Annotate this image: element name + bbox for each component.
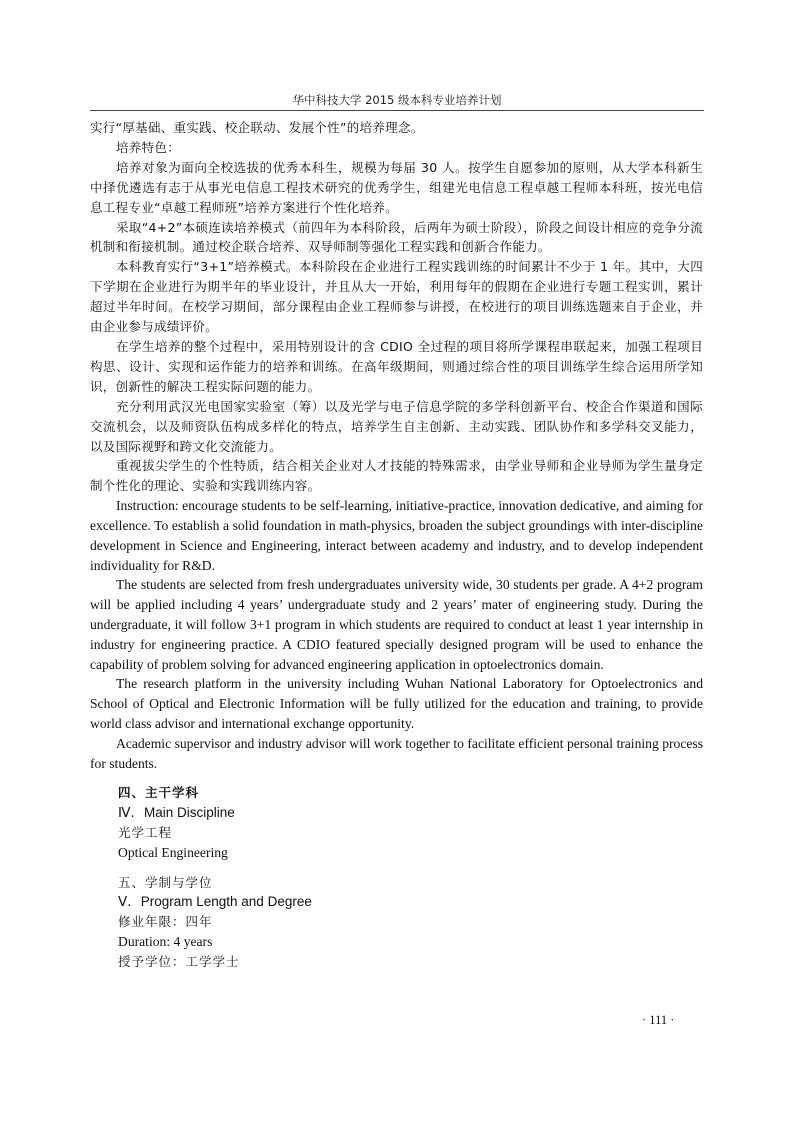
section-5-heading-en: Ⅴ．Program Length and Degree (118, 894, 312, 910)
paragraph-en-selection: The students are selected from fresh undergraduates university wide, 30 students per grade. A 4+2 program will be applied including 4 years’ undergraduate study and 2 years’ mater of engineering study. During the undergraduate, it will follow 3+1 program in which students are required to conduct at least 1 year internship in industry for engineering practice. A CDIO featured specially designed program will be used to enhance the capability of problem solving for advanced engineering application in optoelectronics domain. (90, 577, 703, 672)
paragraph-philosophy: 实行“厚基础、重实践、校企联动、发展个性”的培养理念。 (90, 120, 424, 135)
degree-cn: 授予学位：工学学士 (118, 953, 240, 969)
main-discipline-en: Optical Engineering (118, 844, 228, 860)
paragraph-target-students: 培养对象为面向全校选拔的优秀本科生，规模为每届 30 人。按学生自愿参加的原则，从大学本科新生中择优遴选有志于从事光电信息工程技术研究的优秀学生，组建光电信息工程卓越工程师本科班，按光电信息工程专业“卓越工程师班”培养方案进行个性化培养。 (90, 159, 703, 215)
program-sections (90, 783, 703, 971)
duration-en: Duration: 4 years (118, 933, 213, 949)
paragraph-en-research-platform: The research platform in the university including Wuhan National Laboratory for Optoelectronics and School of Optical and Electronic Information will be fully utilized for the education and training, to provide world class advisor and international exchange opportunity. (90, 676, 703, 731)
paragraph-cdio: 在学生培养的整个过程中，采用特别设计的含 CDIO 全过程的项目将所学课程串联起来，加强工程项目构思、设计、实现和运作能力的培养和训练。在高年级期间，则通过综合性的项目训练学生综合运用所学知识，创新性的解决工程实际问题的能力。 (90, 338, 703, 394)
page-number: · 111 · (642, 1013, 675, 1027)
main-discipline-cn: 光学工程 (118, 824, 173, 840)
page-header-title: 华中科技大学 2015 级本科专业培养计划 (292, 93, 502, 107)
paragraph-personalized: 重视拔尖学生的个性特质，结合相关企业对人才技能的特殊需求，由学业导师和企业导师为学生量身定制个性化的理论、实验和实践训练内容。 (90, 458, 703, 494)
section-gap (118, 863, 703, 873)
section-4-heading-en: Ⅳ．Main Discipline (118, 805, 235, 821)
section-5-heading-cn: 五、学制与学位 (118, 874, 213, 890)
paragraph-en-instruction: Instruction: encourage students to be self-learning, initiative-practice, innovation dedicative, and aiming for excellence. To establish a solid foundation in math-physics, broaden the subject groundings with inter-discipline development in Science and Engineering, interact between academy and industry, and to develop independent individuality for R&D. (90, 498, 703, 573)
duration-cn: 修业年限：四年 (118, 914, 213, 930)
header-divider (90, 110, 704, 111)
paragraph-en-advisors: Academic supervisor and industry advisor will work together to facilitate efficient personal training process for students. (90, 735, 703, 771)
section-4-heading-cn: 四、主干学科 (118, 785, 200, 801)
document-body (90, 118, 703, 972)
paragraph-platforms: 充分利用武汉光电国家实验室（筹）以及光学与电子信息学院的多学科创新平台、校企合作渠道和国际交流机会，以及师资队伍构成多样化的特点，培养学生自主创新、主动实践、团队协作和多学科交叉能力，以及国际视野和跨文化交流能力。 (90, 398, 703, 454)
paragraph-4plus2-mode: 采取“4+2”本硕连读培养模式（前四年为本科阶段，后两年为硕士阶段），阶段之间设计相应的竞争分流机制和衔接机制。通过校企联合培养、双导师制等强化工程实践和创新合作能力。 (90, 219, 703, 255)
paragraph-features-label: 培养特色： (116, 139, 181, 155)
paragraph-3plus1-mode: 本科教育实行“3+1”培养模式。本科阶段在企业进行工程实践训练的时间累计不少于 1 年。其中，大四下学期在企业进行为期半年的毕业设计，并且从大一开始，利用每年的假期在企业进行专题工程实训，累计超过半年时间。在校学习期间，部分课程由企业工程师参与讲授，在校进行的项目训练选题来自于企业，并由企业参与成绩评价。 (90, 259, 703, 335)
